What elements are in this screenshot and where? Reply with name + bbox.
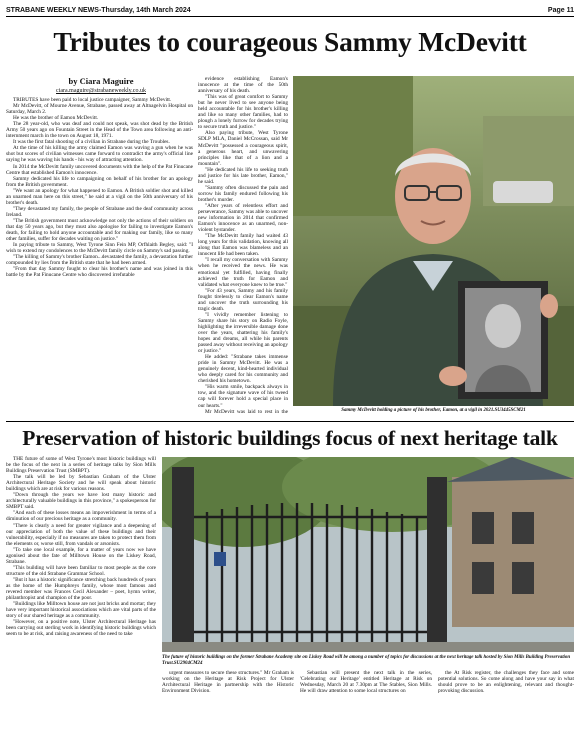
byline: [6, 76, 196, 96]
paragraph: He was the brother of Eamon McDevitt.: [13, 115, 99, 122]
story1-headline: Tributes to courageous Sammy McDevitt: [53, 26, 527, 57]
masthead-date: STRABANE WEEKLY NEWS-Thursday, 14th March 2024: [6, 6, 191, 14]
paragraph: "To take one local example, for a matter of years now we have agonised about the fate of Milltown House on the Liskey Road, Strabane.: [6, 546, 156, 565]
byline-email[interactable]: ciara.maguire@strabaneweekly.co.uk: [56, 88, 146, 94]
paragraph: "This building will have been familiar to most people as the core structure of the old Strabane Grammar School.: [6, 564, 156, 577]
paragraph: He added: "Strabane takes immense pride in Sammy McDevitt. He was a genuinely decent, kind-hearted individual who deeply cared for his community and cherished his hometown.: [198, 354, 288, 385]
paragraph: The talk will be led by Sebastian Graham of the Ulster Architectural Heritage Society and he will speak about historic buildings which are at risk for various reasons.: [6, 474, 156, 493]
paragraph: "The McDevitt family had waited 43 long years for this validation, knowing all along that Eamon was blameless and an innocent life had been taken.: [198, 233, 288, 258]
paragraph: "I vividly remember listening to Sammy share his story on Radio Foyle, highlighting the irreversible damage done over the years, shattering his family's hopes and dreams, all while his parents passed away without receiving an apology or justice.": [198, 311, 288, 355]
paragraph: "Buildings like Milltown house are not just bricks and mortar; they have very important historical associations which are vital parts of the story of our shared heritage as a community.: [6, 601, 156, 620]
paragraph: "We want an apology for what happened to Eamon. A British soldier shot and killed an unarmed man here on this street," he said at a vigil on the 50th anniversary of his brother's death.: [6, 187, 193, 206]
paragraph: The 28 year-old, who was deaf and could not speak, was shot dead by the British Army 50 years ago on Fountain Street in the Head of the Town area following an anti-internment march in the town on August 18, 1971.: [6, 121, 193, 140]
byline-author: by Ciara Maguire: [68, 76, 134, 86]
paragraph: Also paying tribute, West Tyrone SDLP MLA, Daniel McCrossan, said Mr McDevitt "possessed a courageous spirit, a generous heart, and unwavering principles like that of a lion and a mountain".: [198, 130, 288, 167]
story2-column-2-text: urgent measures to secure these structures." Mr Graham is working on the Heritage at Risk Project for Ulster Architectural Heritage in partnership with the Historic Environment Division.: [162, 670, 294, 695]
story2-column-3: [300, 670, 432, 734]
heritage-building-illustration: [162, 457, 574, 652]
paragraph: Mr McDevitt was laid to rest in the: [205, 408, 288, 415]
paragraph: "This was of great comfort to Sammy but he never lived to see anyone being held accountable for his brother's killing and like so many other families, had to plough a lonely furrow for decades trying to secure truth and justice.": [198, 94, 288, 131]
page-number: Page 11: [547, 6, 574, 14]
paragraph: Mr McDevitt, of Mourne Avenue, Strabane, passed away at Altnagelvin Hospital on Saturday, March 2.: [6, 103, 193, 116]
story2-column-4-text: the At Risk register, the challenges they face and some potential solutions. So come along and have your say in what should prove to be an enlightening, relevant and thought-provoking discussion.: [438, 670, 574, 695]
sammy-photo: [293, 76, 574, 406]
paragraph: Sammy dedicated his life to campaigning on behalf of his brother for an apology from the British government.: [6, 175, 193, 188]
paragraph: TRIBUTES have been paid to local justice campaigner, Sammy McDevitt.: [13, 97, 172, 103]
paragraph: "I recall my conversation with Sammy when he received the news. He was emotional yet fulfilled, having finally achieved the truth for Eamon and validated what everyone knew to be true.": [198, 257, 288, 288]
paragraph: THE future of some of West Tyrone's most historic buildings will be the focus of the next in a series of heritage talks by Sion Mills Buildings Preservation Trust (SMBPT).: [6, 456, 156, 475]
paragraph: "There is clearly a need for greater vigilance and a deepening of our appreciation of both the value of these buildings and their vulnerability, especially if no measures are taken to protect them from the elements or, worse still, from vandals or arsonists.: [6, 522, 156, 547]
paragraph: "His warm smile, backpack always in tow, and the signature wave of his tweed cap will forever hold a special place in our hearts.": [198, 384, 288, 409]
paragraph: In 2014 the McDevitt family uncovered documents with the help of the Pat Finucane Centre that established Eamon's innocence.: [6, 163, 193, 176]
story2-column-4: [438, 670, 574, 734]
paragraph: "The British government must acknowledge not only the actions of their soldiers on that day 50 years ago, but they must also apologise for failing to investigate Eamon's death, for failing to hold anyone accountable and for making our family, like so many other families, suffer for decades waiting on justice.": [6, 217, 193, 243]
paragraph: "But it has a historic significance stretching back hundreds of years as the home of the Humphreys family, whose most famous and revered member was Frances Cecil Alexander – poet, hymn writer, philanthropist and champion of the poor.: [6, 576, 156, 602]
story2-column-2: [162, 670, 294, 734]
paragraph: "They devastated my family, the people of Strabane and the deaf community across Ireland.: [6, 205, 193, 218]
story1-photo-caption: Sammy McDevitt holding a picture of his brother, Eamon, at a vigil in 2021.SU3445SCM21: [341, 408, 526, 413]
paragraph: At the time of his killing the army claimed Eamon was waving a gun when he was shot but scores of civilian witnesses came forward to contradict the army's official line saying he was waving his hands - his way of attracting attention.: [6, 145, 193, 164]
paragraph: "He dedicated his life to seeking truth and justice for his late brother, Eamon," he said.: [198, 166, 288, 185]
paragraph: It was the first fatal shooting of a civilian in Strabane during the Troubles.: [13, 139, 170, 146]
paragraph: evidence establishing Eamon's innocence at the time of the 50th anniversary of his death.: [198, 76, 288, 95]
paragraph: "For 43 years, Sammy and his family fought tirelessly to clear Eamon's name and uncover the truth surrounding his tragic death.: [198, 287, 288, 312]
masthead: [6, 4, 574, 17]
paragraph: "Down through the years we have lost many historic and architecturally valuable buildings in this province," a spokesperson for SMBPT said.: [6, 492, 156, 511]
heritage-building-photo: [162, 457, 574, 652]
paragraph: "However, on a positive note, Ulster Architectural Heritage has been carrying out sterling work in identifying historic buildings which seem to be at risk, and raising awareness of the need to take: [6, 619, 156, 638]
sammy-photo-illustration: [293, 76, 574, 406]
paragraph: "The killing of Sammy's brother Eamon...devastated the family, a devastation further compounded by lies from the British state that he had been armed.: [6, 254, 193, 267]
story2-photo-caption: The future of historic buildings on the former Strabane Academy site on Liskey Road will be among a number of topics for discussions at the next heritage talk hosted by Sion Mills Building Preservation Trust.SU2904CM24: [162, 655, 571, 666]
story2-column-1: [6, 456, 156, 734]
story2-column-3-text: Sebastian will present the next talk in the series, 'Celebrating our Heritage' entitled Heritage at Risk on Wednesday, March 20 at 7.30pm at The Stables, Sion Mills. He will draw attention to some local structures on: [300, 670, 432, 695]
paragraph: "From that day Sammy fought to clear his brother's name and was joined in this battle by the Pat Finucane Centre who discovered irrefutable: [6, 266, 193, 279]
story1-column-1: [6, 97, 193, 415]
paragraph: In paying tribute to Sammy, West Tyrone Sinn Fein MP, Orfhlaith Begley, said: "I wish to extend my condolences to the McDevitt family circle on Sammy's sad passing.: [6, 242, 193, 255]
story2-headline: Preservation of historic buildings focus of next heritage talk: [22, 426, 558, 450]
paragraph: "And each of these losses means an impoverishment in terms of a diminution of our precious heritage as a community.: [6, 510, 156, 523]
paragraph: "Sammy often discussed the pain and sorrow his family endured following his brother's murder.: [198, 184, 288, 203]
story1-column-2: [198, 76, 288, 415]
paragraph: "After years of relentless effort and perseverance, Sammy was able to uncover new information in 2014 that confirmed Eamon's innocence as an unarmed, non-violent bystander.: [198, 202, 288, 234]
section-divider: [6, 421, 574, 422]
